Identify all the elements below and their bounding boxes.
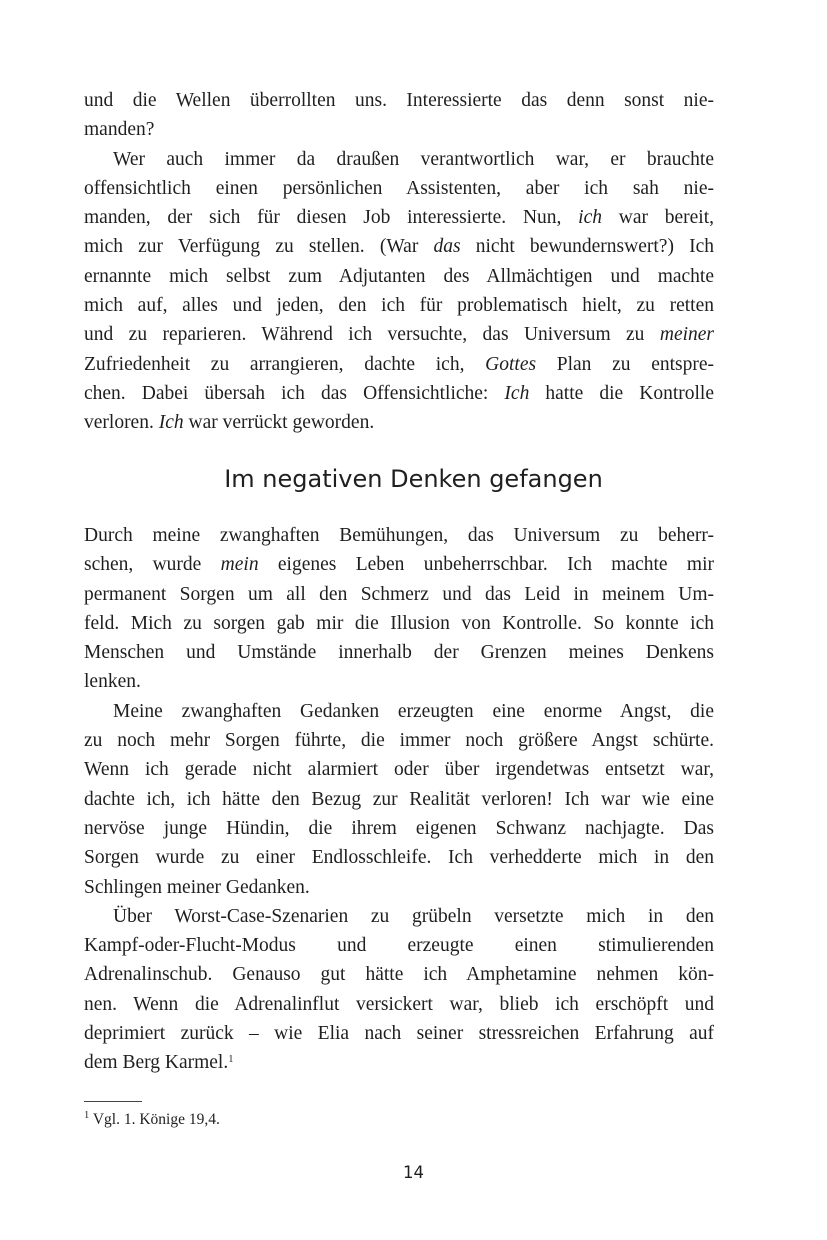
paragraph: [84, 697, 714, 902]
text-line: zu noch mehr Sorgen führte, die immer noch größere Angst schürte.: [84, 730, 714, 752]
text-line: Zufriedenheit zu arrangieren, dachte ich, Gottes Plan zu entspre-: [84, 353, 715, 375]
text-line: mich auf, alles und jeden, den ich für problematisch hielt, zu retten: [84, 295, 714, 317]
text-line: chen. Dabei übersah ich das Offensichtliche: Ich hatte die Kontrolle: [84, 382, 715, 404]
text-line: mich zur Verfügung zu stellen. (War das nicht bewundernswert?) Ich: [84, 236, 714, 258]
text-line: Menschen und Umstände innerhalb der Grenzen meines Denkens: [84, 642, 714, 664]
text-line: Schlingen meiner Gedanken.: [84, 876, 310, 898]
text-line: feld. Mich zu sorgen gab mir die Illusion von Kontrolle. So konnte ich: [84, 612, 714, 634]
footnote-marker: 1: [84, 1110, 90, 1121]
emphasis: das: [433, 236, 461, 258]
text-line: Durch meine zwanghaften Bemühungen, das Universum zu beherr-: [84, 525, 714, 546]
section-heading: Im negativen Denken gefangen: [224, 465, 603, 493]
paragraph: [84, 521, 714, 697]
footnote-text: Vgl. 1. Könige 19,4.: [92, 1111, 220, 1128]
text-line: ernannte mich selbst zum Adjutanten des Allmächtigen und machte: [84, 265, 714, 287]
text-block-section: [84, 521, 714, 1078]
text-line: deprimiert zurück – wie Elia nach seiner stressreichen Erfahrung auf: [84, 1023, 714, 1045]
paragraph: [84, 145, 714, 438]
text-line: verloren. Ich war verrückt geworden.: [84, 412, 375, 434]
footnote-divider: [84, 1101, 142, 1102]
text-line: Über Worst-Case-Szenarien zu grübeln versetzte mich in den: [113, 905, 714, 927]
text-line: Wer auch immer da draußen verantwortlich war, er brauchte: [113, 148, 714, 170]
text-line: nervöse junge Hündin, die ihrem eigenen Schwanz nachjagte. Das: [84, 817, 714, 839]
page-number: 14: [403, 1163, 424, 1182]
footnote: [84, 1108, 220, 1132]
text-line: manden, der sich für diesen Job interessierte. Nun, ich war bereit,: [84, 207, 715, 229]
paragraph: [84, 86, 714, 145]
text-line: dem Berg Karmel.$^1$: [84, 1052, 234, 1074]
text-line: schen, wurde mein eigenes Leben unbeherrschbar. Ich machte mir: [84, 554, 714, 576]
emphasis: mein: [220, 554, 259, 576]
text-line: dachte ich, ich hätte den Bezug zur Realität verloren! Ich war wie eine: [84, 788, 714, 810]
text-line: Adrenalinschub. Genauso gut hätte ich Amphetamine nehmen kön-: [84, 964, 714, 986]
emphasis: Ich: [158, 412, 184, 434]
emphasis: Gottes: [485, 353, 537, 375]
text-line: manden?: [84, 119, 155, 141]
text-line: offensichtlich einen persönlichen Assistenten, aber ich sah nie-: [84, 177, 714, 199]
emphasis: ich: [578, 207, 602, 229]
text-line: Kampf-oder-Flucht-Modus und erzeugte einen stimulierenden: [84, 935, 714, 957]
text-line: Sorgen wurde zu einer Endlosschleife. Ich verhedderte mich in den: [84, 847, 714, 869]
footnote-reference: 1: [228, 1054, 234, 1066]
emphasis: Ich: [504, 382, 530, 404]
paragraph: [84, 902, 714, 1078]
text-block-top: [84, 86, 714, 438]
emphasis: meiner: [659, 324, 715, 346]
text-line: und die Wellen überrollten uns. Interessierte das denn sonst nie-: [84, 90, 714, 111]
text-line: nen. Wenn die Adrenalinflut versickert war, blieb ich erschöpft und: [84, 993, 714, 1015]
text-line: permanent Sorgen um all den Schmerz und das Leid in meinem Um-: [84, 583, 714, 605]
text-line: Meine zwanghaften Gedanken erzeugten eine enorme Angst, die: [113, 700, 714, 722]
text-line: Wenn ich gerade nicht alarmiert oder über irgendetwas entsetzt war,: [84, 759, 714, 781]
text-line: lenken.: [84, 671, 141, 693]
text-line: und zu reparieren. Während ich versuchte, das Universum zu meiner: [84, 324, 715, 346]
